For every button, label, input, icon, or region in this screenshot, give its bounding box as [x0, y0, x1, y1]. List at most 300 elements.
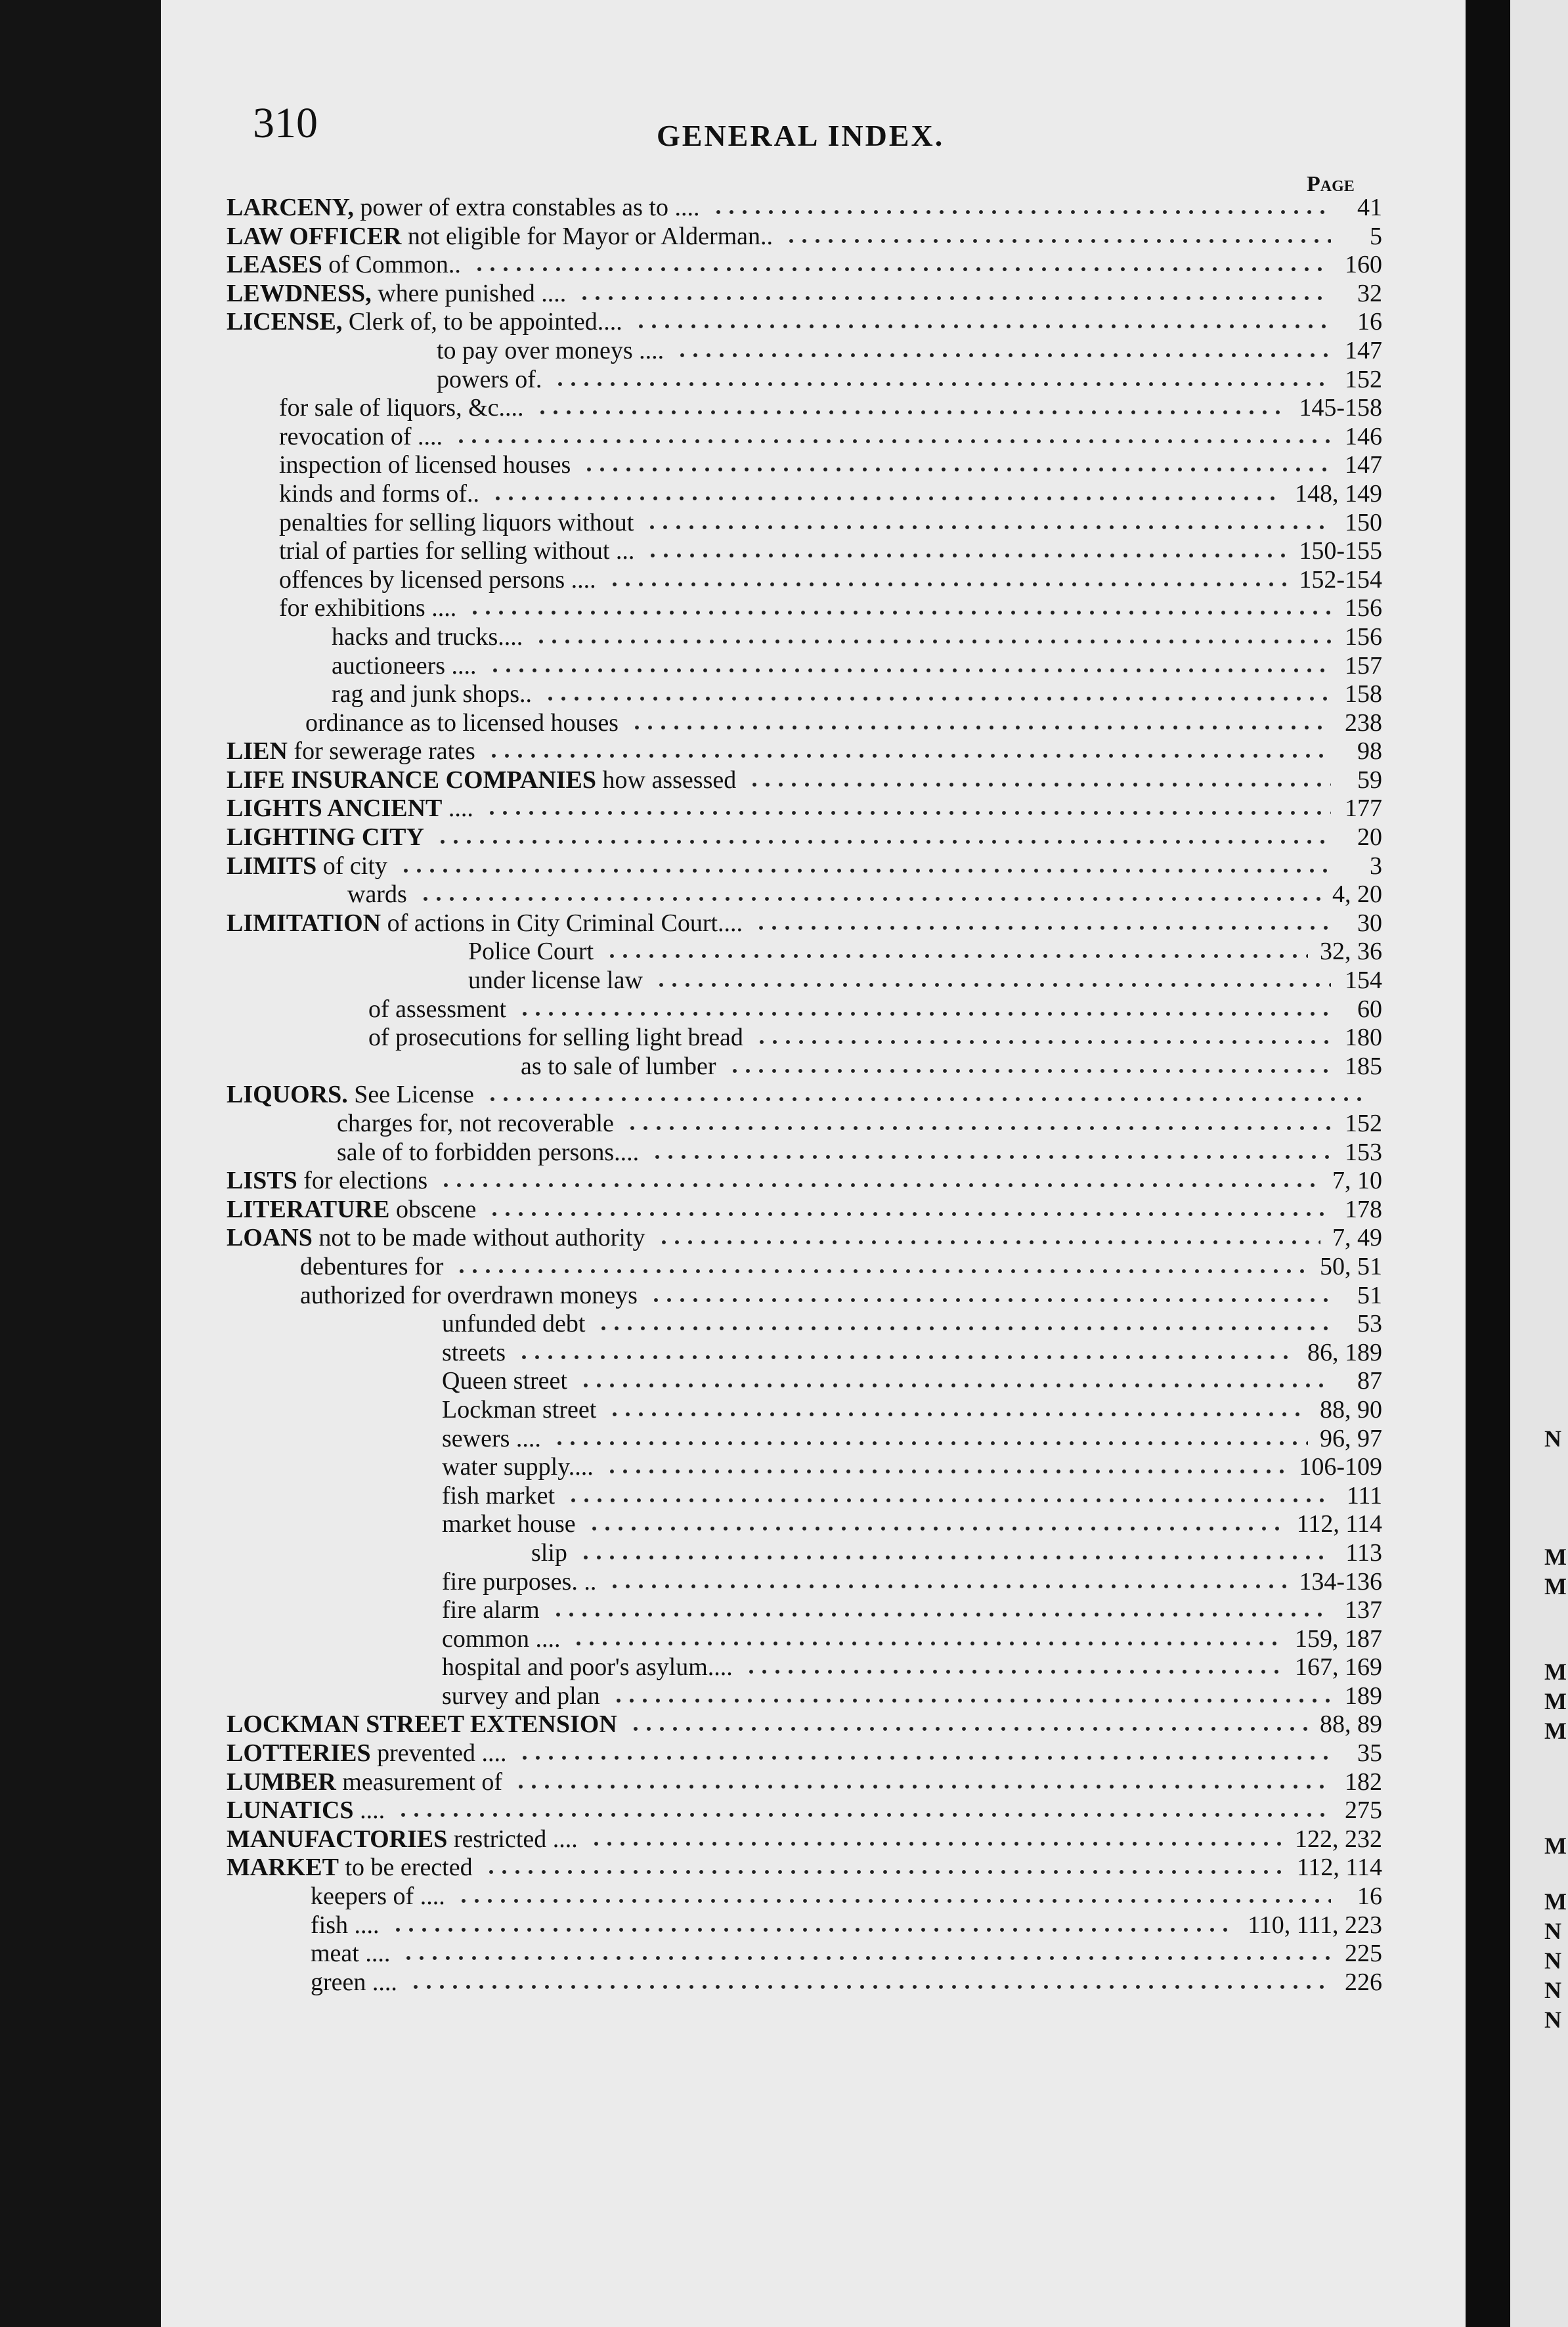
- book-gutter: [1466, 0, 1510, 2327]
- entry-page-number: 88, 90: [1320, 1395, 1382, 1424]
- entry-page-number: 88, 89: [1320, 1710, 1382, 1739]
- running-head: GENERAL INDEX.: [657, 119, 945, 152]
- index-entry: [227, 423, 1382, 452]
- entry-page-number: 16: [1357, 308, 1382, 336]
- entry-page-number: 51: [1357, 1281, 1382, 1309]
- entry-subtext: for sale of liquors, &c....: [279, 394, 524, 422]
- entry-heading: LIMITS: [227, 852, 317, 880]
- dot-leader: [468, 609, 1331, 616]
- dot-leader: [728, 1068, 1331, 1074]
- entry-page-number: 16: [1357, 1882, 1382, 1911]
- dot-leader: [605, 1468, 1288, 1475]
- entry-page-number: 4, 20: [1332, 881, 1382, 909]
- entry-subtext: hospital and poor's asylum....: [442, 1653, 733, 1682]
- dot-leader: [612, 1697, 1331, 1704]
- dot-leader: [486, 1096, 1370, 1102]
- index-entry: [227, 451, 1382, 480]
- entry-page-number: 167, 169: [1295, 1653, 1382, 1682]
- dot-leader: [582, 466, 1331, 473]
- entry-subtext: prevented ....: [377, 1739, 507, 1768]
- entry-text: [442, 1510, 576, 1539]
- entry-subtext: under license law: [468, 967, 643, 995]
- index-entry: [227, 1682, 1382, 1711]
- entry-text: [279, 480, 479, 509]
- entry-page-number: 189: [1345, 1682, 1382, 1710]
- dot-leader: [646, 552, 1287, 559]
- entry-page-number: 150-155: [1299, 537, 1382, 565]
- entry-text: [227, 223, 773, 251]
- dot-leader: [579, 1554, 1331, 1561]
- dot-leader: [487, 752, 1331, 759]
- entry-subtext: Lockman street: [442, 1395, 597, 1424]
- entry-heading: LIEN: [227, 737, 288, 766]
- index-entry: [227, 1568, 1382, 1597]
- dot-leader: [409, 1984, 1331, 1990]
- index-entry: [227, 1653, 1382, 1682]
- index-entry: [227, 1167, 1382, 1196]
- dot-leader: [590, 1840, 1283, 1847]
- index-entry: [227, 1710, 1382, 1739]
- dot-leader: [676, 352, 1331, 359]
- entry-page-number: 32: [1357, 279, 1382, 307]
- entry-subtext: See License: [354, 1081, 474, 1109]
- entry-text: [468, 967, 643, 995]
- entry-page-number: 150: [1345, 508, 1382, 536]
- dot-leader: [572, 1640, 1283, 1647]
- entry-heading: LAW OFFICER: [227, 222, 402, 250]
- entry-text: [442, 1453, 594, 1482]
- index-entry: [227, 1081, 1382, 1110]
- dot-leader: [745, 1668, 1283, 1675]
- entry-text: [227, 308, 622, 337]
- entry-heading: LICENSE,: [227, 308, 343, 336]
- entry-text: [311, 1911, 380, 1940]
- entry-text: [311, 1882, 445, 1911]
- dot-leader: [651, 1154, 1331, 1160]
- entry-text: [227, 737, 475, 766]
- facing-page-letter: M: [1544, 1688, 1567, 1714]
- entry-heading: LOANS: [227, 1224, 313, 1252]
- dot-leader: [605, 953, 1308, 959]
- entry-page-number: 59: [1357, 766, 1382, 794]
- entry-page-number: 159, 187: [1295, 1624, 1382, 1653]
- dot-leader: [597, 1325, 1331, 1332]
- entry-text: [279, 451, 571, 480]
- entry-subtext: of Common..: [328, 251, 461, 279]
- entry-subtext: to be erected: [345, 1854, 473, 1882]
- index-entry: [227, 1625, 1382, 1654]
- entry-subtext: ....: [448, 794, 473, 823]
- index-entry: [227, 1911, 1382, 1940]
- index-entry: [227, 1253, 1382, 1282]
- entry-heading: LUNATICS: [227, 1796, 354, 1825]
- facing-page-letter: N: [1544, 1977, 1561, 2003]
- entry-page-number: 112, 114: [1296, 1854, 1382, 1882]
- entry-subtext: how assessed: [602, 766, 737, 794]
- entry-text: [442, 1682, 600, 1711]
- facing-page-letter: N: [1544, 1947, 1561, 1974]
- entry-text: [442, 1625, 560, 1654]
- entry-heading: LEWDNESS,: [227, 279, 372, 307]
- entry-page-number: 275: [1345, 1796, 1382, 1825]
- entry-text: [279, 394, 524, 423]
- index-entry: [227, 1510, 1382, 1539]
- index-entry: [227, 652, 1382, 681]
- index-entry: [227, 308, 1382, 337]
- entry-page-number: 7, 10: [1332, 1167, 1382, 1195]
- entry-text: [442, 1653, 733, 1682]
- dot-leader: [485, 810, 1331, 816]
- entry-page-number: 158: [1345, 680, 1382, 708]
- entry-page-number: 5: [1370, 222, 1382, 250]
- index-entry: [227, 566, 1382, 595]
- entry-text: [368, 1024, 743, 1053]
- entry-text: [279, 566, 596, 595]
- dot-leader: [534, 638, 1331, 645]
- entry-subtext: fire alarm: [442, 1596, 540, 1624]
- entry-heading: LIQUORS.: [227, 1081, 348, 1109]
- index-entry: [227, 1596, 1382, 1625]
- dot-leader: [579, 1382, 1331, 1389]
- entry-page-number: 225: [1345, 1940, 1382, 1968]
- entry-text: [300, 1282, 638, 1311]
- entry-text: [227, 194, 700, 223]
- entry-text: [337, 1110, 614, 1139]
- entry-heading: LIGHTING CITY: [227, 823, 424, 852]
- entry-subtext: water supply....: [442, 1453, 594, 1481]
- dot-leader: [419, 896, 1320, 902]
- entry-page-number: 180: [1345, 1024, 1382, 1052]
- entry-text: [442, 1396, 596, 1425]
- entry-text: [279, 594, 456, 623]
- entry-text: [442, 1367, 567, 1396]
- index-entry: [227, 852, 1382, 881]
- entry-heading: LOCKMAN STREET EXTENSION: [227, 1710, 617, 1739]
- entry-page-number: 7, 49: [1332, 1224, 1382, 1252]
- entry-heading: LOTTERIES: [227, 1739, 371, 1768]
- facing-page-letters: [1544, 0, 1568, 2327]
- entry-text: [227, 909, 743, 938]
- facing-page-letter: N: [1544, 1425, 1561, 1452]
- entry-text: [468, 938, 594, 967]
- index-entry: [227, 480, 1382, 509]
- entry-text: [442, 1310, 585, 1339]
- entry-heading: LIMITATION: [227, 909, 381, 937]
- index-entry: [227, 1310, 1382, 1339]
- entry-text: [311, 1968, 397, 1997]
- dot-leader: [578, 295, 1331, 301]
- entry-text: [227, 852, 387, 881]
- entry-text: [442, 1339, 506, 1368]
- index-entry: [227, 1224, 1382, 1253]
- entry-text: [442, 1425, 541, 1454]
- index-entry: [227, 1482, 1382, 1511]
- dot-leader: [518, 1754, 1331, 1761]
- entry-page-number: 30: [1357, 909, 1382, 937]
- entry-page-number: 32, 36: [1320, 938, 1382, 966]
- entry-subtext: for sewerage rates: [294, 737, 475, 766]
- dot-leader: [608, 1583, 1287, 1590]
- index-entry: [227, 1854, 1382, 1882]
- index-entry: [227, 1367, 1382, 1396]
- entry-subtext: Police Court: [468, 938, 594, 966]
- dot-leader: [754, 924, 1331, 931]
- entry-subtext: measurement of: [342, 1768, 503, 1796]
- entry-subtext: trial of parties for selling without ...: [279, 537, 635, 565]
- dot-leader: [630, 724, 1331, 731]
- dot-leader: [712, 209, 1332, 215]
- dot-leader: [748, 781, 1331, 788]
- dot-leader: [553, 1440, 1308, 1446]
- entry-page-number: 53: [1357, 1310, 1382, 1338]
- facing-page-letter: M: [1544, 1659, 1567, 1685]
- facing-page-letter: M: [1544, 1544, 1567, 1570]
- entry-text: [347, 881, 407, 909]
- entry-subtext: inspection of licensed houses: [279, 451, 571, 479]
- dot-leader: [655, 982, 1331, 988]
- entry-subtext: authorized for overdrawn moneys: [300, 1281, 638, 1309]
- dot-leader: [517, 1354, 1296, 1360]
- entry-text: [332, 652, 477, 681]
- index-entry: [227, 1882, 1382, 1911]
- entry-page-number: 50, 51: [1320, 1252, 1382, 1280]
- entry-subtext: meat ....: [311, 1940, 391, 1968]
- entry-page-number: 60: [1357, 995, 1382, 1023]
- dot-leader: [588, 1525, 1285, 1532]
- entry-page-number: 96, 97: [1320, 1424, 1382, 1452]
- entry-subtext: Clerk of, to be appointed....: [348, 308, 622, 336]
- entry-text: [227, 1710, 617, 1739]
- entry-subtext: of city: [322, 852, 387, 880]
- entry-heading: LARCENY,: [227, 194, 354, 221]
- index-entry: [227, 794, 1382, 823]
- entry-page-number: 226: [1345, 1968, 1382, 1996]
- entry-text: [437, 366, 542, 395]
- index-entry: [227, 766, 1382, 795]
- index-entry: [227, 1796, 1382, 1825]
- entry-subtext: ....: [360, 1796, 385, 1825]
- index-entry: [227, 680, 1382, 709]
- dot-leader: [629, 1726, 1308, 1732]
- entry-text: [332, 680, 532, 709]
- dot-leader: [785, 238, 1331, 244]
- entry-subtext: keepers of ....: [311, 1882, 445, 1911]
- entry-page-number: 98: [1357, 737, 1382, 766]
- dot-leader: [645, 524, 1331, 531]
- dot-leader: [544, 695, 1331, 702]
- entry-subtext: power of extra constables as to ....: [360, 194, 700, 221]
- index-entry: [227, 394, 1382, 423]
- entry-subtext: unfunded debt: [442, 1310, 586, 1338]
- entry-text: [337, 1139, 639, 1167]
- entry-text: [227, 1854, 473, 1882]
- entry-subtext: where punished ....: [378, 279, 567, 307]
- entry-text: [227, 1796, 385, 1825]
- entry-text: [227, 766, 736, 795]
- entry-text: [332, 623, 523, 652]
- dot-leader: [402, 1955, 1331, 1961]
- entry-heading: LUMBER: [227, 1768, 336, 1796]
- dot-leader: [473, 266, 1331, 272]
- index-entry: [227, 967, 1382, 995]
- index-entry: [227, 938, 1382, 967]
- index-entry: [227, 1110, 1382, 1139]
- index-entry: [227, 1968, 1382, 1997]
- entry-text: [227, 1224, 645, 1253]
- index-entry: [227, 623, 1382, 652]
- dot-leader: [608, 1411, 1308, 1418]
- dot-leader: [755, 1039, 1331, 1045]
- entry-text: [305, 709, 619, 738]
- page-column-label: Page: [1307, 172, 1355, 196]
- entry-subtext: market house: [442, 1510, 576, 1538]
- entry-text: [279, 509, 634, 538]
- entry-heading: MANUFACTORIES: [227, 1825, 448, 1853]
- entry-heading: LIGHTS ANCIENT: [227, 794, 443, 823]
- dot-leader: [514, 1783, 1331, 1790]
- dot-leader: [567, 1497, 1331, 1504]
- index-entry: [227, 1196, 1382, 1225]
- entry-page-number: 137: [1345, 1596, 1382, 1624]
- entry-page-number: 178: [1345, 1195, 1382, 1223]
- facing-page-letter: N: [1544, 1918, 1561, 1944]
- entry-subtext: offences by licensed persons ....: [279, 565, 596, 594]
- entry-subtext: Queen street: [442, 1367, 567, 1395]
- index-entry: [227, 1282, 1382, 1311]
- index-entry: [227, 251, 1382, 280]
- dot-leader: [397, 1812, 1331, 1818]
- entry-page-number: 106-109: [1299, 1453, 1382, 1481]
- entry-text: [279, 537, 634, 566]
- entry-page-number: 157: [1345, 651, 1382, 680]
- entry-text: [227, 280, 566, 309]
- entry-subtext: for exhibitions ....: [279, 594, 457, 622]
- index-entry: [227, 1139, 1382, 1167]
- entry-page-number: 112, 114: [1296, 1510, 1382, 1538]
- facing-page-letter: N: [1544, 2007, 1561, 2033]
- entry-subtext: charges for, not recoverable: [337, 1110, 614, 1137]
- entry-page-number: 148, 149: [1295, 479, 1382, 508]
- dot-leader: [455, 1268, 1308, 1274]
- entry-subtext: for elections: [303, 1167, 428, 1195]
- entry-text: [300, 1253, 443, 1282]
- entry-text: [227, 1081, 474, 1110]
- entry-heading: LITERATURE: [227, 1195, 390, 1223]
- entry-heading: LIFE INSURANCE COMPANIES: [227, 766, 597, 794]
- entry-page-number: 238: [1345, 708, 1382, 737]
- entry-page-number: 35: [1357, 1739, 1382, 1768]
- entry-subtext: ordinance as to licensed houses: [305, 708, 619, 737]
- index-entry: [227, 709, 1382, 738]
- entry-page-number: 152-154: [1299, 565, 1382, 594]
- index-entry: [227, 537, 1382, 566]
- dot-leader: [454, 438, 1331, 445]
- entry-subtext: not to be made without authority: [318, 1224, 645, 1252]
- entry-page-number: 111: [1346, 1481, 1382, 1510]
- dot-leader: [554, 381, 1331, 387]
- index-entry: [227, 337, 1382, 366]
- entry-page-number: 154: [1345, 967, 1382, 995]
- dot-leader: [488, 1211, 1331, 1217]
- index-entry: [227, 1825, 1382, 1854]
- index-entry: [227, 1396, 1382, 1425]
- index-entry: [227, 737, 1382, 766]
- entry-subtext: survey and plan: [442, 1682, 600, 1710]
- entry-text: [227, 1825, 578, 1854]
- index-entry: [227, 1940, 1382, 1968]
- index-entry: [227, 995, 1382, 1024]
- index-entry: [227, 280, 1382, 309]
- entry-subtext: slip: [531, 1538, 567, 1567]
- entry-page-number: 156: [1345, 622, 1382, 651]
- entry-text: [279, 423, 443, 452]
- entry-page-number: 41: [1357, 194, 1382, 221]
- entry-subtext: hacks and trucks....: [332, 622, 523, 651]
- entry-subtext: restricted ....: [453, 1825, 578, 1853]
- entry-text: [227, 251, 461, 280]
- dot-leader: [436, 838, 1331, 845]
- entry-subtext: of prosecutions for selling light bread: [368, 1024, 743, 1052]
- entry-text: [521, 1053, 716, 1081]
- dot-leader: [608, 581, 1288, 588]
- entry-subtext: auctioneers ....: [332, 651, 477, 680]
- index-entry: [227, 1539, 1382, 1568]
- entry-subtext: streets: [442, 1338, 506, 1366]
- index-entry: [227, 1053, 1382, 1081]
- entry-page-number: 152: [1345, 1110, 1382, 1137]
- dot-leader: [399, 867, 1331, 874]
- dot-leader: [489, 667, 1331, 674]
- entry-text: [442, 1568, 596, 1597]
- entry-subtext: green ....: [311, 1968, 397, 1996]
- dot-leader: [391, 1926, 1236, 1933]
- index-entry: [227, 1425, 1382, 1454]
- entry-subtext: sale of to forbidden persons....: [337, 1138, 640, 1166]
- entry-page-number: 145-158: [1299, 394, 1382, 422]
- facing-page-letter: M: [1544, 1718, 1567, 1744]
- entry-heading: LEASES: [227, 251, 322, 279]
- facing-page-letter: M: [1544, 1888, 1567, 1915]
- index-entry: [227, 366, 1382, 395]
- entry-text: [227, 794, 473, 823]
- dot-leader: [626, 1125, 1331, 1131]
- entry-subtext: powers of.: [437, 365, 542, 393]
- entry-text: [531, 1539, 567, 1568]
- entry-text: [227, 1167, 427, 1196]
- entry-subtext: sewers ....: [442, 1424, 541, 1452]
- index-entry: [227, 223, 1382, 251]
- left-book-edge: [0, 0, 161, 2327]
- entry-text: [311, 1940, 390, 1968]
- entry-subtext: fish ....: [311, 1911, 380, 1939]
- facing-page-letter: M: [1544, 1573, 1567, 1599]
- dot-leader: [649, 1297, 1331, 1303]
- entry-subtext: revocation of ....: [279, 422, 443, 450]
- index-entry: [227, 881, 1382, 909]
- dot-leader: [491, 495, 1283, 502]
- index-entry: [227, 1453, 1382, 1482]
- entry-heading: MARKET: [227, 1854, 339, 1882]
- entry-page-number: 160: [1345, 251, 1382, 279]
- entry-subtext: obscene: [395, 1195, 477, 1223]
- entry-text: [437, 337, 664, 366]
- dot-leader: [552, 1611, 1331, 1618]
- entry-page-number: 87: [1357, 1367, 1382, 1395]
- entry-subtext: not eligible for Mayor or Alderman..: [407, 222, 773, 250]
- dot-leader: [439, 1182, 1320, 1188]
- dot-leader: [485, 1869, 1285, 1875]
- dot-leader: [657, 1239, 1320, 1246]
